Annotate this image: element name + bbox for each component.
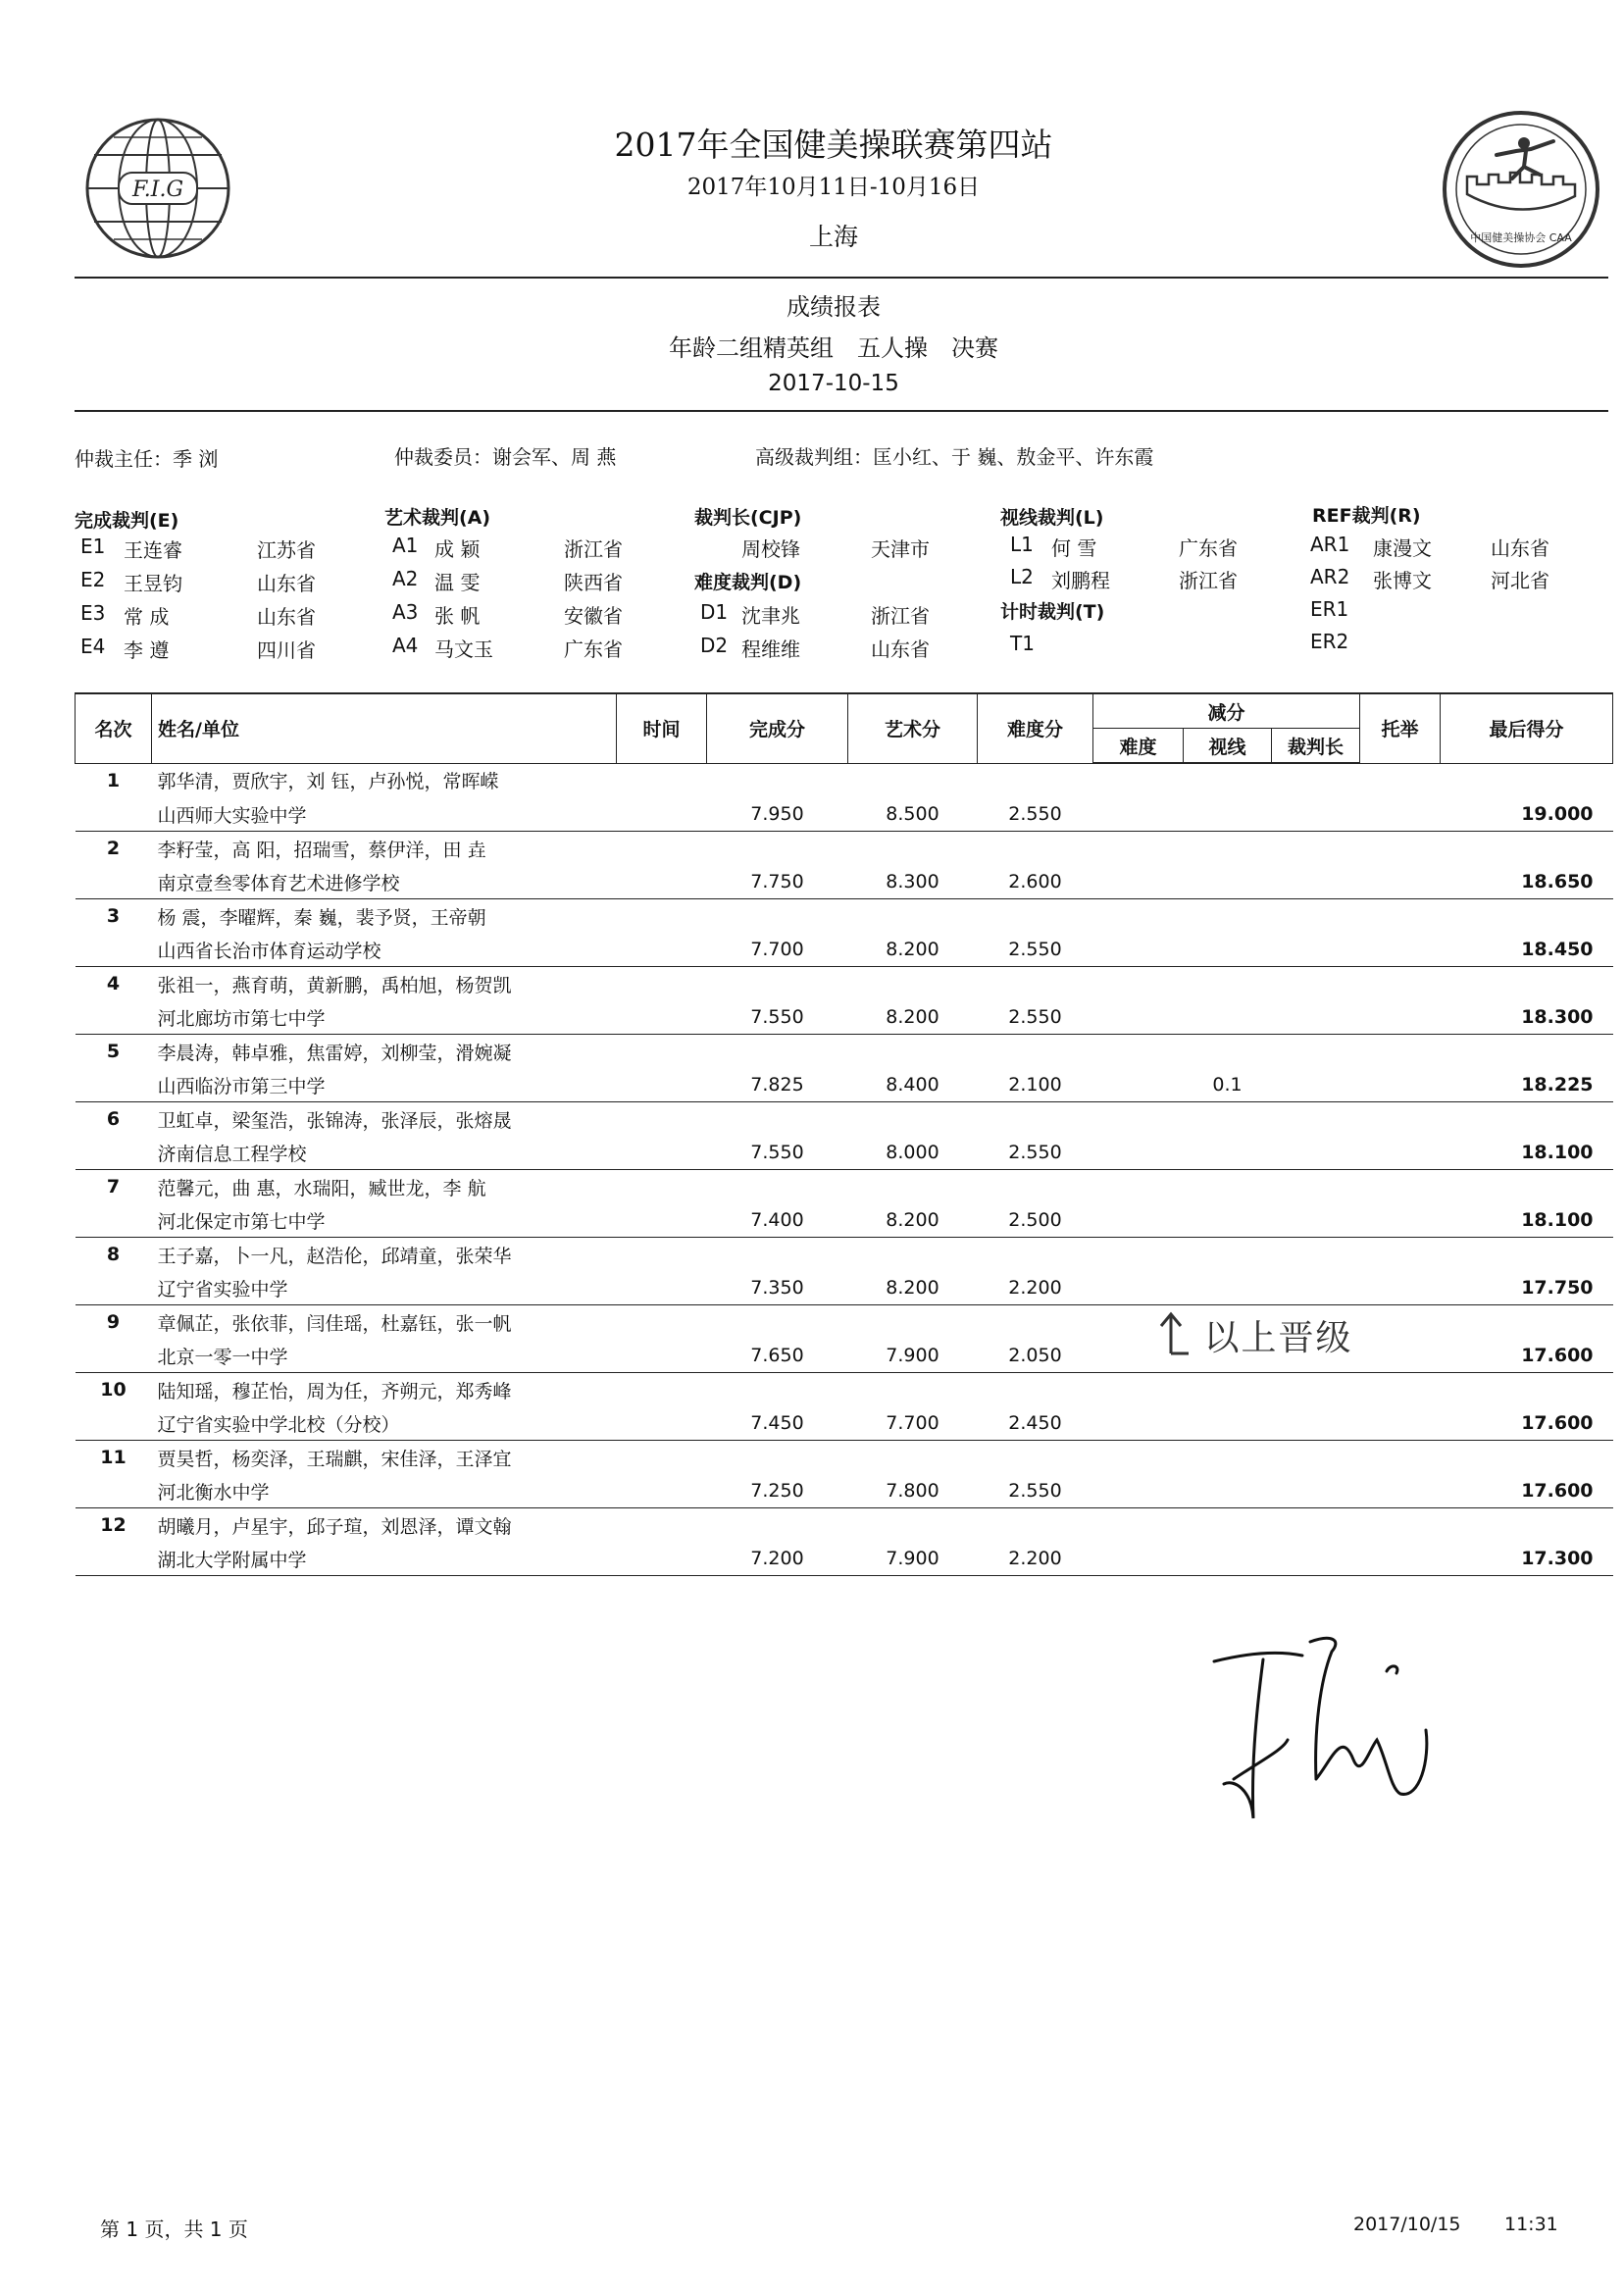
judge-province: 山东省 <box>871 637 930 661</box>
final-score: 17.300 <box>1441 1542 1613 1576</box>
athlete-names: 贾昊哲，杨奕泽，王瑞麒，宋佳泽，王泽宜 <box>157 1448 512 1470</box>
cjp-name: 周校锋 <box>741 537 800 561</box>
ded-difficulty <box>1093 797 1184 832</box>
cjp-province: 天津市 <box>871 537 930 561</box>
judge-code: ER2 <box>1310 630 1349 653</box>
results-table <box>75 692 1613 1576</box>
col-execution: 完成分 <box>707 693 848 763</box>
table-row-scores <box>76 1339 1613 1373</box>
rank-cell: 11 <box>100 1447 127 1468</box>
difficulty-score: 2.550 <box>978 797 1093 832</box>
event-city: 上海 <box>808 223 858 251</box>
execution-score: 7.750 <box>707 865 848 899</box>
judge-province: 山东省 <box>257 572 316 595</box>
page-title: 2017年全国健美操联赛第四站 <box>614 126 1053 164</box>
athlete-unit: 辽宁省实验中学 <box>152 1271 617 1305</box>
ded-line <box>1184 1136 1272 1170</box>
difficulty-score: 2.500 <box>978 1203 1093 1238</box>
judge-code: T1 <box>1010 632 1035 655</box>
judge-code: ER1 <box>1310 597 1349 621</box>
table-row-scores <box>76 865 1613 899</box>
promotion-annotation <box>1157 1310 1352 1360</box>
cjp-title: 裁判长(CJP) <box>694 507 802 529</box>
artistic-score: 8.200 <box>848 1203 978 1238</box>
col-rank: 名次 <box>76 693 152 763</box>
rank-cell: 1 <box>106 769 121 791</box>
execution-score: 7.200 <box>707 1542 848 1576</box>
fig-logo-text: F.I.G <box>131 178 184 202</box>
artistic-score: 8.200 <box>848 1271 978 1305</box>
table-row-scores <box>76 1068 1613 1102</box>
judge-name: 张 帆 <box>434 604 481 628</box>
execution-score: 7.250 <box>707 1474 848 1508</box>
ref-judges-title: REF裁判(R) <box>1312 505 1421 527</box>
ded-difficulty <box>1093 1406 1184 1441</box>
artistic-score: 8.000 <box>848 1136 978 1170</box>
rank-cell: 6 <box>106 1108 121 1130</box>
judge-code: D1 <box>700 600 729 624</box>
ded-difficulty <box>1093 1203 1184 1238</box>
time-cell <box>617 797 707 832</box>
table-row <box>76 1238 1613 1272</box>
report-title: 成绩报表 <box>787 293 881 321</box>
artistic-score: 7.900 <box>848 1339 978 1373</box>
execution-score: 7.350 <box>707 1271 848 1305</box>
time-cell <box>617 1136 707 1170</box>
difficulty-score: 2.550 <box>978 1000 1093 1035</box>
lift-cell <box>1360 1136 1441 1170</box>
ded-line <box>1184 797 1272 832</box>
judge-code: D2 <box>700 634 729 657</box>
col-ded-cjp: 裁判长 <box>1272 729 1360 764</box>
ded-line <box>1184 1000 1272 1035</box>
artistic-score: 7.800 <box>848 1474 978 1508</box>
judge-province: 江苏省 <box>257 538 316 562</box>
col-time: 时间 <box>617 693 707 763</box>
ded-cjp <box>1272 1136 1360 1170</box>
judge-name: 马文玉 <box>434 637 493 661</box>
judge-province: 河北省 <box>1491 569 1549 592</box>
rank-cell: 8 <box>106 1244 121 1265</box>
ded-difficulty <box>1093 933 1184 967</box>
execution-score: 7.450 <box>707 1406 848 1441</box>
ded-line <box>1184 865 1272 899</box>
judge-province: 浙江省 <box>564 537 623 561</box>
judge-province: 浙江省 <box>871 604 930 628</box>
execution-score: 7.950 <box>707 797 848 832</box>
report-date: 2017-10-15 <box>768 371 899 396</box>
athlete-unit: 河北保定市第七中学 <box>152 1203 617 1238</box>
ded-difficulty <box>1093 1068 1184 1102</box>
table-row-scores <box>76 797 1613 832</box>
col-ded-difficulty: 难度 <box>1093 729 1184 764</box>
athlete-names: 李籽莹，高 阳，招瑞雪，蔡伊洋，田 垚 <box>157 839 486 861</box>
divider <box>75 277 1608 279</box>
judge-code: E4 <box>80 635 106 658</box>
judge-province: 山东省 <box>1491 536 1549 560</box>
senior-judge-panel: 高级裁判组：匡小红、于 巍、敖金平、许东霞 <box>755 445 1154 469</box>
final-score: 19.000 <box>1441 797 1613 832</box>
difficulty-score: 2.600 <box>978 865 1093 899</box>
judge-name: 王昱钧 <box>124 572 182 595</box>
athlete-names: 卫虹卓，梁玺浩，张锦涛，张泽辰，张熔晟 <box>157 1109 512 1132</box>
ded-difficulty <box>1093 1542 1184 1576</box>
execution-score: 7.400 <box>707 1203 848 1238</box>
athlete-unit: 山西师大实验中学 <box>152 797 617 832</box>
rank-cell: 12 <box>100 1514 127 1536</box>
ded-line: 0.1 <box>1184 1068 1272 1102</box>
judge-code: A1 <box>392 534 419 557</box>
judge-code: E3 <box>80 601 106 625</box>
col-ded-line: 视线 <box>1184 729 1272 764</box>
lift-cell <box>1360 1203 1441 1238</box>
athlete-unit: 南京壹叁零体育艺术进修学校 <box>152 865 617 899</box>
col-deductions: 减分 <box>1093 693 1360 729</box>
ded-cjp <box>1272 1203 1360 1238</box>
final-score: 17.600 <box>1441 1406 1613 1441</box>
difficulty-score: 2.550 <box>978 1136 1093 1170</box>
time-cell <box>617 1406 707 1441</box>
judge-name: 张博文 <box>1373 569 1432 592</box>
table-row <box>76 763 1613 797</box>
table-row-scores <box>76 1271 1613 1305</box>
ded-cjp <box>1272 1542 1360 1576</box>
col-difficulty: 难度分 <box>978 693 1093 763</box>
judge-code: A3 <box>392 600 419 624</box>
athlete-unit: 山西临汾市第三中学 <box>152 1068 617 1102</box>
print-time: 11:31 <box>1504 2214 1558 2235</box>
athlete-names: 郭华清，贾欣宇，刘 钰，卢孙悦，常晖嵘 <box>157 771 499 793</box>
lift-cell <box>1360 1339 1441 1373</box>
athlete-names: 陆知瑶，穆芷怡，周为任，齐朔元，郑秀峰 <box>157 1380 512 1402</box>
lift-cell <box>1360 933 1441 967</box>
artistic-score: 7.700 <box>848 1406 978 1441</box>
judge-province: 安徽省 <box>564 604 623 628</box>
judge-name: 程维维 <box>741 637 800 661</box>
judge-province: 浙江省 <box>1179 569 1238 592</box>
judge-province: 山东省 <box>257 605 316 629</box>
final-score: 17.600 <box>1441 1339 1613 1373</box>
lift-cell <box>1360 797 1441 832</box>
judge-name: 王连睿 <box>124 538 182 562</box>
table-row-scores <box>76 1406 1613 1441</box>
judge-name: 温 雯 <box>434 571 481 594</box>
execution-score: 7.550 <box>707 1000 848 1035</box>
divider <box>75 410 1608 412</box>
final-score: 18.225 <box>1441 1068 1613 1102</box>
table-row-scores <box>76 1542 1613 1576</box>
judge-name: 成 颖 <box>434 537 481 561</box>
group-title: 年龄二组精英组 五人操 决赛 <box>669 334 998 362</box>
table-row <box>76 832 1613 866</box>
table-row <box>76 1305 1613 1340</box>
ded-line <box>1184 1271 1272 1305</box>
ded-cjp <box>1272 1406 1360 1441</box>
table-row-scores <box>76 1136 1613 1170</box>
timer-judges-title: 计时裁判(T) <box>1000 601 1105 623</box>
col-final: 最后得分 <box>1441 693 1613 763</box>
judge-code: AR2 <box>1310 565 1350 588</box>
execution-score: 7.550 <box>707 1136 848 1170</box>
execution-score: 7.825 <box>707 1068 848 1102</box>
rank-cell: 7 <box>106 1176 121 1198</box>
caa-logo-text: 中国健美操协会 CAA <box>1470 231 1572 244</box>
final-score: 18.300 <box>1441 1000 1613 1035</box>
table-row <box>76 967 1613 1001</box>
artistic-score: 8.200 <box>848 1000 978 1035</box>
lift-cell <box>1360 1000 1441 1035</box>
judge-code: E1 <box>80 535 106 558</box>
col-artistic: 艺术分 <box>848 693 978 763</box>
judge-province: 广东省 <box>1179 536 1238 560</box>
execution-score: 7.650 <box>707 1339 848 1373</box>
col-lift: 托举 <box>1360 693 1441 763</box>
artistic-score: 8.200 <box>848 933 978 967</box>
judge-province: 陕西省 <box>564 571 623 594</box>
athlete-unit: 辽宁省实验中学北校（分校） <box>152 1406 617 1441</box>
judge-name: 何 雪 <box>1051 536 1097 560</box>
difficulty-score: 2.550 <box>978 933 1093 967</box>
lift-cell <box>1360 865 1441 899</box>
difficulty-score: 2.100 <box>978 1068 1093 1102</box>
ded-difficulty <box>1093 1000 1184 1035</box>
judge-code: A2 <box>392 567 419 590</box>
event-dates: 2017年10月11日-10月16日 <box>686 175 981 200</box>
difficulty-score: 2.200 <box>978 1271 1093 1305</box>
table-row-scores <box>76 1000 1613 1035</box>
ded-cjp <box>1272 1000 1360 1035</box>
time-cell <box>617 1474 707 1508</box>
athlete-unit: 河北廊坊市第七中学 <box>152 1000 617 1035</box>
judge-code: L1 <box>1010 533 1034 556</box>
execution-score: 7.700 <box>707 933 848 967</box>
artistic-score: 8.500 <box>848 797 978 832</box>
col-name: 姓名/单位 <box>152 693 617 763</box>
athlete-names: 李晨涛，韩卓雅，焦雷婷，刘柳莹，滑婉凝 <box>157 1042 512 1064</box>
final-score: 18.100 <box>1441 1136 1613 1170</box>
ded-cjp <box>1272 797 1360 832</box>
artistic-judges-title: 艺术裁判(A) <box>384 507 491 529</box>
rank-cell: 3 <box>106 905 121 927</box>
difficulty-judges-title: 难度裁判(D) <box>694 572 802 593</box>
judge-province: 四川省 <box>257 638 316 662</box>
final-score: 17.600 <box>1441 1474 1613 1508</box>
ded-cjp <box>1272 933 1360 967</box>
rank-cell: 2 <box>106 838 121 859</box>
time-cell <box>617 1068 707 1102</box>
final-score: 18.450 <box>1441 933 1613 967</box>
ded-line <box>1184 933 1272 967</box>
artistic-score: 8.400 <box>848 1068 978 1102</box>
athlete-names: 杨 震，李曜辉，秦 巍，裴予贤，王帝朝 <box>157 906 486 929</box>
time-cell <box>617 1000 707 1035</box>
judge-code: L2 <box>1010 565 1034 588</box>
ded-difficulty <box>1093 1271 1184 1305</box>
athlete-names: 张祖一，燕育萌，黄新鹏，禹柏旭，杨贺凯 <box>157 974 512 996</box>
difficulty-score: 2.450 <box>978 1406 1093 1441</box>
print-date: 2017/10/15 <box>1353 2214 1461 2235</box>
athlete-names: 胡曦月，卢星宇，邱子瑄，刘恩泽，谭文翰 <box>157 1515 512 1538</box>
lift-cell <box>1360 1271 1441 1305</box>
table-row-scores <box>76 933 1613 967</box>
final-score: 17.750 <box>1441 1271 1613 1305</box>
time-cell <box>617 1271 707 1305</box>
judge-province: 广东省 <box>564 637 623 661</box>
chief-arbiter: 仲裁主任：季 浏 <box>75 447 219 471</box>
table-row <box>76 1035 1613 1069</box>
rank-cell: 10 <box>100 1379 127 1401</box>
rank-cell: 9 <box>106 1311 121 1333</box>
rank-cell: 4 <box>106 973 121 994</box>
judge-name: 刘鹏程 <box>1051 569 1110 592</box>
artistic-score: 8.300 <box>848 865 978 899</box>
lift-cell <box>1360 1474 1441 1508</box>
rank-cell: 5 <box>106 1041 121 1062</box>
table-row <box>76 1508 1613 1543</box>
athlete-names: 王子嘉，卜一凡，赵浩伦，邱靖童，张荣华 <box>157 1245 512 1267</box>
athlete-unit: 湖北大学附属中学 <box>152 1542 617 1576</box>
judge-name: 常 成 <box>124 605 170 629</box>
results-body <box>76 763 1613 1576</box>
promotion-note-text: 以上晋级 <box>1203 1318 1353 1358</box>
athlete-unit: 山西省长治市体育运动学校 <box>152 933 617 967</box>
athlete-names: 章佩芷，张依菲，闫佳瑶，杜嘉钰，张一帆 <box>157 1312 512 1335</box>
table-row <box>76 1441 1613 1475</box>
ded-cjp <box>1272 1474 1360 1508</box>
ded-line <box>1184 1542 1272 1576</box>
ded-cjp <box>1272 1068 1360 1102</box>
ded-cjp <box>1272 865 1360 899</box>
judge-name: 沈聿兆 <box>741 604 800 628</box>
athlete-names: 范馨元，曲 惠，水瑞阳，臧世龙，李 航 <box>157 1177 486 1199</box>
ded-line <box>1184 1406 1272 1441</box>
signature <box>1194 1612 1469 1852</box>
judge-code: E2 <box>80 568 106 591</box>
difficulty-score: 2.200 <box>978 1542 1093 1576</box>
ded-line <box>1184 1203 1272 1238</box>
page-indicator: 第 1 页，共 1 页 <box>100 2218 248 2241</box>
table-row <box>76 1373 1613 1407</box>
table-row <box>76 1170 1613 1204</box>
ded-difficulty <box>1093 1474 1184 1508</box>
judge-code: AR1 <box>1310 533 1350 556</box>
up-arrow-icon <box>1157 1318 1203 1358</box>
time-cell <box>617 1339 707 1373</box>
arbitration-committee: 仲裁委员：谢会军、周 燕 <box>394 445 617 469</box>
judge-name: 康漫文 <box>1373 536 1432 560</box>
lift-cell <box>1360 1068 1441 1102</box>
final-score: 18.100 <box>1441 1203 1613 1238</box>
line-judges-title: 视线裁判(L) <box>1000 507 1104 529</box>
time-cell <box>617 865 707 899</box>
ded-line <box>1184 1474 1272 1508</box>
athlete-unit: 北京一零一中学 <box>152 1339 617 1373</box>
time-cell <box>617 933 707 967</box>
athlete-unit: 河北衡水中学 <box>152 1474 617 1508</box>
time-cell <box>617 1203 707 1238</box>
judge-code: A4 <box>392 634 419 657</box>
table-row-scores <box>76 1474 1613 1508</box>
lift-cell <box>1360 1542 1441 1576</box>
difficulty-score: 2.050 <box>978 1339 1093 1373</box>
artistic-score: 7.900 <box>848 1542 978 1576</box>
time-cell <box>617 1542 707 1576</box>
final-score: 18.650 <box>1441 865 1613 899</box>
ded-difficulty <box>1093 1136 1184 1170</box>
difficulty-score: 2.550 <box>978 1474 1093 1508</box>
table-row <box>76 1102 1613 1137</box>
ded-difficulty <box>1093 865 1184 899</box>
lift-cell <box>1360 1406 1441 1441</box>
table-row <box>76 899 1613 934</box>
execution-judges-title: 完成裁判(E) <box>75 510 179 532</box>
ded-cjp <box>1272 1271 1360 1305</box>
judge-name: 李 遵 <box>124 638 170 662</box>
athlete-unit: 济南信息工程学校 <box>152 1136 617 1170</box>
table-row-scores <box>76 1203 1613 1238</box>
